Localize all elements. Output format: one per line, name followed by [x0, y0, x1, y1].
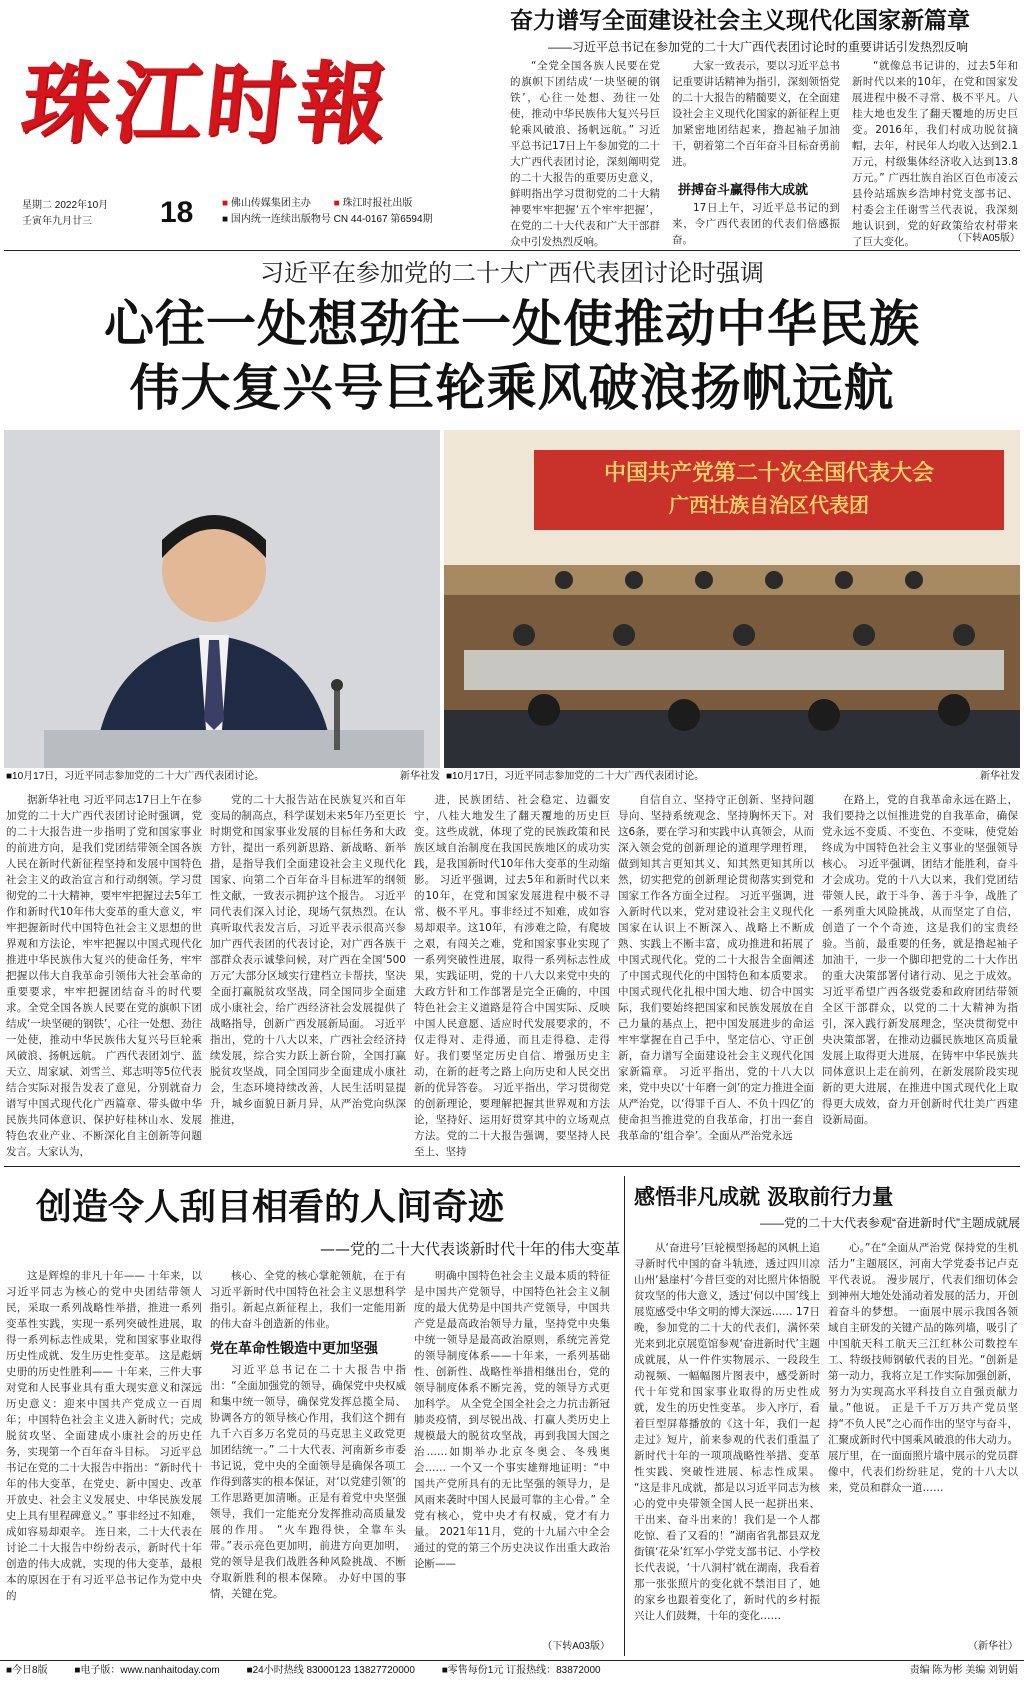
main-story-col4-text: 自信自立、坚持守正创新、坚持问题导向、坚持系统观念、坚持胸怀天下。对这6条，要在学习和实践中认真领会，从而深入领会党的创新理论的道理学理哲理，做到知其言更知其义、知其然更知其所以然，切实把党的创新理论贯彻落实到党和国家工作各方面全过程。 习近平强调，进入新时代以来，党对建设社会主义现代化国家在认识上不断深入、战略上不断成熟、实践上不断丰富，成功推进和拓展了中国式现代化。党的二十大报告全面阐述了中国式现代化的中国特色和本质要求。中国式现代化扎根中国大地、切合中国实际，我们要始终把国家和民族发展放在自己力量的基点上，把中国发展进步的命运牢牢掌握在自己手中，坚定信心、守正创新，奋力谱写全面建设社会主义现代化国家新篇章。 习近平指出，党的十八大以来，党中央以‘十年磨一剑’的定力推进全面从严治党，以‘得罪千百人、不负十四亿’的使命担当推进党的自我革命，打出一套自我革命的‘组合拳’。全面从严治党永远 [618, 794, 814, 1142]
story-c-column-2 [828, 1240, 1018, 1638]
banner-line1: 中国共产党第二十次全国代表大会 [603, 461, 935, 486]
story-b-subhead: ——党的二十大代表谈新时代十年的伟大变革 [319, 1240, 620, 1258]
footer-editor: 责编 陈为彬 美编 刘钥娟 [909, 1665, 1018, 1676]
main-story-col3-text: 进，民族团结、社会稳定、边疆安宁，八桂大地发生了翻天覆地的历史巨变。这些成就，体现了党的民族政策和民族区域自治制度在我国民族地区的成功实践，是我国新时代10年伟大变革的生动缩影。 习近平强调，过去5年和新时代以来的10年，在党和国家发展进程中极不寻常、极不平凡。事非经过不知难，成如容易却艰辛。这10年，有涉难之险，有爬坡之艰，有闯关之难，党和国家事业实现了一系列突破性进展，取得一系列标志性成果，实践证明，党的十八大以来党中央的大政方针和工作部署是完全正确的，中国特色社会主义道路是符合中国实际、反映中国人民意愿、适应时代发展要求的，不仅走得对、走得通，而且走得稳、走得好。我们要坚定历史自信、增强历史主动，在新的赶考之路上向历史和人民交出新的优异答卷。 习近平指出，学习贯彻党的创新理论，要理解把握其世界观和方法论，坚持好、运用好贯穿其中的立场观点方法。党的二十大报告强调，要坚持人民至上、坚持 [414, 794, 610, 1158]
story-c-col2-text: 心。”在“全面从严治党 保持党的生机活力”主题展区，河南大学党委书记卢克平代表说。 漫步展厅，代表们细切体会到神州大地处处涌动着发展的活力，开创着奋斗的梦想。 一面展中展示我国各领域自主研发的关键产品的陈列墙，吸引了中国航天科工航天三江红林公司数控车工、特级技师钢敏代表的目光。“创新是第一动力，我将立足工作实际加强创新，努力为实现高水平科技自立自强贡献力量。”他说。 正是千千万万共产党员坚持“不负人民”之心而作出的坚守与奋斗，汇聚成新时代中国乘风破浪的伟大动力。展厅里，在一面面照片墙中展示的党员群像中，代表们纷纷驻足，党的十八大以来，党员和群众一道…… [828, 1242, 1018, 1494]
main-story-kicker: 习近平在参加党的二十大广西代表团讨论时强调 [260, 259, 764, 287]
story-b-col2-text: 核心、全党的核心掌舵领航，在于有习近平新时代中国特色社会主义思想科学指引。新起点新征程上，我们一定能用新的伟大奋斗创造新的伟业。 [210, 1270, 406, 1330]
top-story-col1-text: “全党全国各族人民要在党的旗帜下团结成‘一块坚硬的钢铁’，心往一处想、劲往一处使，推动中华民族伟大复兴号巨轮乘风破浪、扬帆远航。” 习近平总书记17日上午参加党的二十大广西代表团讨论，深刻阐明党的二十大报告的重要历史意义，鲜明指出学习贯彻党的二十大精神要牢牢把握‘五个牢牢把握’，在党的二十大代表和广大干部群众中引发热烈反响。 [510, 60, 660, 248]
footer-hotline: ■24小时热线 83000123 13827720000 [246, 1665, 415, 1676]
publisher-publisher-text: 珠江时报社出版 [342, 198, 413, 209]
top-story-column-2 [672, 58, 840, 178]
story-b-headline: 创造令人刮目相看的人间奇迹 [36, 1187, 505, 1228]
masthead-logo: 珠江时報 [16, 51, 396, 155]
story-b-col2-subhead: 党在革命性锻造中更加坚强 [210, 1341, 378, 1357]
main-story-column-1 [6, 792, 202, 1158]
issue-date-text: 星期二 2022年10月 [22, 200, 109, 211]
publisher-publisher: ■ 珠江时报社出版 [334, 196, 423, 212]
story-c-column-1 [634, 1240, 820, 1656]
top-story-col2-tail-text: 17日上午，习近平总书记的到来，令广西代表团的代表们倍感振奋。 [672, 202, 840, 246]
footer-today: ■今日8版 [6, 1665, 48, 1676]
top-story-col3-text: “就像总书记讲的，过去5年和新时代以来的10年，在党和国家发展进程中极不寻常、极不平凡。八桂大地也发生了翻天覆地的历史巨变。2016年，我们村成功脱贫摘帽，去年，村民年人均收入达到2.1万元，村级集体经济收入达到13.8万元。” 广西壮族自治区百色市凌云县伶站瑶族乡浩坤村党支部书记、村委会主任谢雪兰代表说，我深刻地认识到，党的好政策给农村带来了巨大变化。 [852, 60, 1018, 248]
story-c-headline: 感悟非凡成就 汲取前行力量 [634, 1185, 894, 1209]
story-b-col1-text: 这是辉煌的非凡十年—— 十年来，以习近平同志为核心的党中央团结带领人民，采取一系列战略性举措，推进一系列变革性实践，实现一系列突破性进展，取得一系列标志性成果，党和国家事业取得历史性成就、发生历史性变革。 这是彪炳史册的历史性胜利—— 十年来，三件大事对党和人民事业具有重大现实意义和深远历史意义：迎来中国共产党成立一百周年；中国特色社会主义进入新时代；完成脱贫攻坚、全面建成小康社会的历史任务，实现第一个百年奋斗目标。 习近平总书记在党的二十大报告中指出：“新时代十年的伟大变革，在党史、新中国史、改革开放史、社会主义发展史、中华民族发展史上具有里程碑意义。” 事非经过不知难，成如容易却艰辛。 连日来，二十大代表在讨论二十大报告中纷纷表示，新时代十年创造的伟大成就，实现的伟大变革，最根本的原因在于有习近平总书记作为党中央的 [6, 1270, 202, 1602]
photo-speaker-illustration [4, 430, 440, 768]
column-divider [624, 1176, 625, 1656]
top-story-col2-subhead: 拼搏奋斗赢得伟大成就 [678, 183, 809, 198]
photo-speaker [4, 430, 440, 768]
story-b-column-2 [210, 1268, 406, 1334]
top-story-subhead: ——习近平总书记在参加党的二十大广西代表团讨论时的重要讲话引发热烈反响 [548, 40, 969, 54]
photo1-caption: ■10月17日，习近平同志参加党的二十大广西代表团讨论。 [6, 771, 265, 782]
footer-price-text: 零售每份1元 订报热线：83872000 [447, 1665, 601, 1676]
main-story-column-3 [414, 792, 610, 1158]
page-footer [0, 1660, 1024, 1681]
divider [4, 1166, 1020, 1167]
photo-meeting-illustration [444, 430, 1020, 768]
main-story-column-5 [822, 792, 1018, 1158]
issue-day: 18 [160, 196, 194, 229]
photo2-caption: ■10月17日，习近平同志参加党的二十大广西代表团讨论。 [446, 771, 705, 782]
main-story-col1-text: 据新华社电 习近平同志17日上午在参加党的二十大广西代表团讨论时强调，党的二十大报告进一步指明了党和国家事业的前进方向，是我们党团结带领全国各族人民在新时代新征程坚持和发展中国特色社会主义的政治宣言和行动纲领。学习贯彻党的二十大精神，要牢牢把握过去5年工作和新时代10年伟大变革的重大意义，牢牢把握新时代中国特色社会主义思想的世界观和方法论，牢牢把握以中国式现代化推进中华民族伟大复兴的使命任务，牢牢把握以伟大自我革命引领伟大社会革命的重要要求，牢牢把握团结奋斗的时代要求。全党全国各族人民要在党的旗帜下团结成‘一块坚硬的钢铁’，心往一处想、劲往一处使，推动中华民族伟大复兴号巨轮乘风破浪、扬帆远航。 广西代表团刘宁、蓝天立、周家斌、刘雪兰、郑志明等5位代表结合实际对报告发表了意见，分别就奋力谱写中国式现代化广西篇章、带头做中华民族共同体意识、保护好桂林山水、发展特色农业产业、不断深化自主创新等问题发言。大家认为， [6, 794, 202, 1158]
story-b-col3-text: 明确中国特色社会主义最本质的特征是中国共产党领导，中国特色社会主义制度的最大优势是中国共产党领导，中国共产党是最高政治领导力量，坚持党中央集中统一领导是最高政治原则，系统完善党的领导制度体系——十年来，一系列基础性、创新性、战略性举措相继出台，党的领导制度体系不断完善，党的领导方式更加科学。 从全党全国全社会之力抗击新冠肺炎疫情，到尽锐出战、打赢人类历史上规模最大的脱贫攻坚战，再到我国大国之治……如期举办北京冬奥会、冬残奥会…… 一个又一个事实雄辩地证明：“中国共产党所具有的无比坚强的领导力，是风雨来袭时中国人民最可靠的主心骨。” 全党有核心，党中央才有权威，党才有力量。 2021年11月，党的十九届六中全会通过的党的第三个历史决议作出重大政治论断—— [414, 1270, 610, 1570]
top-story-jump: （下转A05版） [952, 233, 1020, 244]
top-story-col2-text: 大家一致表示，要以习近平总书记重要讲话精神为指引，深刻领悟党的二十大报告的精髓要义，在全面建设社会主义现代化国家的新征程上更加紧密地团结起来，撸起袖子加油干，朝着第二个百年奋斗目标奋勇前进。 [672, 60, 840, 168]
footer-website-text: 电子版：www.nanhaitoday.com [80, 1665, 220, 1676]
main-story-column-2 [210, 792, 406, 1158]
story-c-col1-text: 从‘奋进号’巨轮模型扬起的风帆上追寻新时代中国的奋斗轨迹，透过四川凉山州‘悬崖村’今昔巨变的对比照片体悟脱贫攻坚的伟大意义，透过‘伺以中国’线上展览感受中华文明的博大深远…… 17日晚，参加党的二十大的代表们，满怀荣光来到北京展览馆参观‘奋进新时代’主题成就展，从一件件实物展示、一段段生动视频、一幅幅图片图表中，感受新时代十年党和国家事业取得的历史性成就，发生的历史性变革。 步入序厅，看着巨型屏幕播放的《这十年，我们一起走过》短片，前来参观的代表们重温了新时代十年的一项项战略性举措、变革性实践、突破性进展、标志性成果。 “这是非凡成就，都是以习近平同志为核心的党中央带领全国人民一起拼出来、干出来、奋斗出来的！我们是一个人都吃惊、看了又看的！”湖南省乳都县双龙街镇‘花朵’红军小学党支部书记、小学校长代表说，‘十八洞村’就在湖南，我看着那一张张照片的变化就不禁泪目了，她的家乡也跟着变化了，新时代的乡村振兴让人们鼓舞，十年的变化…… [634, 1242, 820, 1622]
story-b-col2-tail-text: 习近平总书记在二十大报告中指出：“全面加强党的领导，确保党中央权威和集中统一领导，确保党发挥总揽全局、协调各方的领导核心作用，我们这个拥有九千六百多万名党员的马克思主义政党更加团结统一。” 二十大代表、河南新乡市委书记说，党中央的全面领导是确保各项工作得到落实的根本保证，对‘以党建引领’的工作思路更加清晰。正是有着党中央坚强领导，我们一定能充分发挥推动高质量发展的作用。 “火车跑得快，全靠车头带。”表示亮色更加明，前进方向更加明，党的领导是我们战胜各种风险挑战、不断夺取新胜利的根本保障。 办好中国的事情，关键在党。 [210, 1364, 406, 1600]
footer-price: ■零售每份1元 订报热线：83872000 [441, 1665, 601, 1676]
banner-line2: 广西壮族自治区代表团 [669, 493, 869, 517]
main-story-headline-line1: 心往一处想劲往一处使推动中华民族 [104, 295, 920, 353]
top-story-headline: 奋力谱写全面建设社会主义现代化国家新篇章 [510, 8, 970, 34]
issue-date [22, 198, 132, 230]
story-b-column-1 [6, 1268, 202, 1656]
story-c-subhead: ——党的二十大代表参观“奋进新时代”主题成就展 [760, 1216, 1020, 1230]
main-story-column-4 [618, 792, 814, 1158]
main-story-headline-line2: 伟大复兴号巨轮乘风破浪扬帆远航 [129, 359, 895, 417]
photo2-credit: 新华社发 [980, 771, 1020, 782]
story-b-jump: （下转A03版） [542, 1641, 610, 1652]
publisher-organizer-text: 佛山传媒集团主办 [230, 198, 311, 209]
footer-website: ■电子版：www.nanhaitoday.com [74, 1665, 220, 1676]
story-b-column-2-tail [210, 1362, 406, 1656]
issn-text: 国内统一连续出版物号 CN 44-0167 第6594期 [230, 214, 433, 225]
photo1-credit: 新华社发 [400, 771, 440, 782]
story-b-column-3 [414, 1268, 610, 1638]
footer-today-text: 今日8版 [12, 1665, 48, 1676]
issue-lunar-date: 壬寅年九月廿三 [22, 216, 92, 227]
footer-hotline-text: 24小时热线 83000123 13827720000 [252, 1665, 415, 1676]
publisher-info: ■ 佛山传媒集团主办 ■ 珠江时报社出版 ■ 国内统一连续出版物号 CN 44-0167 第6594期 [222, 196, 512, 228]
main-story-col2-text: 党的二十大报告站在民族复兴和百年变局的制高点，科学谋划未来5年乃至更长时期党和国家事业发展的目标任务和大政方针，提出一系列新思路、新战略、新举措，是指导我们全面建设社会主义现代化国家、向第二个百年奋斗目标进军的纲领性文献，一致表示拥护这个报告。 习近平同代表们深入讨论，现场气氛热烈。在认真听取代表发言后，习近平表示很高兴参加广西代表团的代表讨论，对广西各族干部群众表示诚挚问候，对广西在全国‘500万元’大部分区域实行建档立卡帮扶，坚决全面打赢脱贫攻坚战，同全国同步全面建成小康社会，给广西经济社会发展提供了战略指导，创新广西发展新局面。 习近平指出，党的十八大以来，广西社会经济持续发展，综合实力跃上新台阶，全国打赢脱贫攻坚战，同全国同步全面建成小康社会，生态环境持续改善，人民生活明显提升，城乡面貌日新月异，从严治党向纵深推进， [210, 794, 406, 1126]
photo-delegation-meeting [444, 430, 1020, 768]
divider [4, 250, 1020, 251]
top-story-column-1 [510, 58, 660, 246]
top-story-column-2-tail [672, 200, 840, 248]
story-c-credit: （新华社） [968, 1641, 1018, 1652]
main-story-col5-text: 在路上，党的自我革命永远在路上，我们要持之以恒推进党的自我革命，确保党永远不变质、不变色、不变味，使党始终成为中国特色社会主义事业的坚强领导核心。 习近平强调，团结才能胜利，奋斗才会成功。党的十八大以来，我们党团结带领人民，敢于斗争、善于斗争，战胜了一系列重大风险挑战，从而坚定了自信，创造了一个个奇迹，这是我们的宝贵经验。当前，最重要的任务，就是撸起袖子加油干，一步一个脚印把党的二十大作出的重大决策部署付诸行动、见之于成效。 习近平希望广西各级党委和政府团结带领全区干部群众，以党的二十大精神为指引，深入践行新发展理念，坚决贯彻党中央决策部署，在推动边疆民族地区高质量发展上取得更大进展，在铸牢中华民族共同体意识上走在前列，在新发展阶段实现新的更大进展，在推进中国式现代化上取得更大成效，奋力开创新时代壮美广西建设新局面。 [822, 794, 1018, 1126]
masthead-info [22, 196, 502, 248]
publisher-organizer: ■ 佛山传媒集团主办 [222, 196, 321, 212]
